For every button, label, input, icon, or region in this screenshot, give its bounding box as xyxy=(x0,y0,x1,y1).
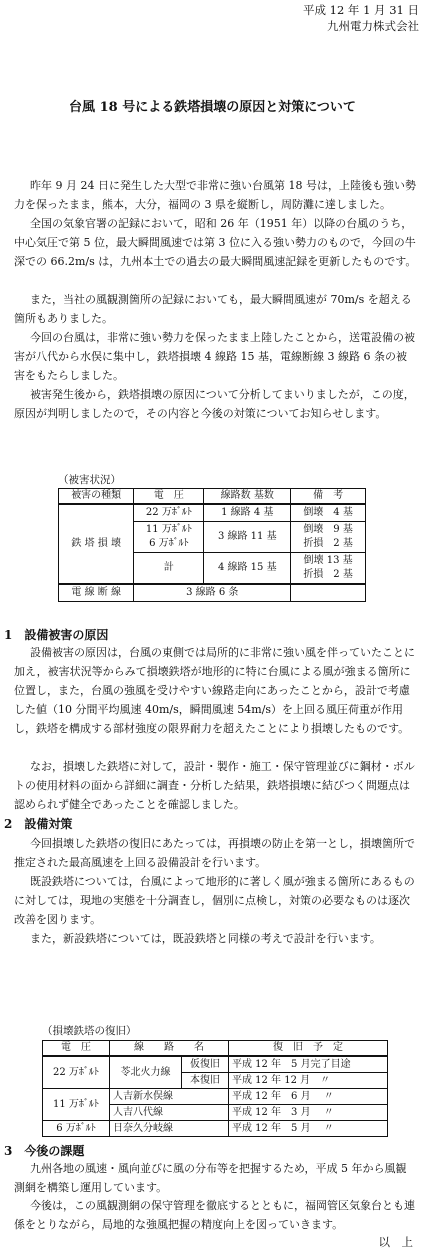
table-cell: 苓北火力線 xyxy=(109,1056,181,1089)
section-heading: 3 今後の課題 xyxy=(4,1144,85,1158)
table-header: 被害の種類 xyxy=(59,489,134,505)
table-cell: 倒壊 13 基 折損 2 基 xyxy=(291,553,366,585)
damage-table xyxy=(58,488,366,602)
table-header: 備 考 xyxy=(291,489,366,505)
intro-paragraph: 今回の台風は，非常に強い勢力を保ったまま上陸したことから，送電設備の被害が八代から水俣に集中し，鉄塔損壊 4 線路 15 基，電線断線 3 線路 6 条の被害をもたらしました。 xyxy=(14,331,415,382)
table-cell: 平成 12 年 6 月 〃 xyxy=(228,1089,387,1105)
table-cell: 平成 12 年 5 月完了目途 xyxy=(228,1056,387,1073)
restore-table-caption: （損壊鉄塔の復旧） xyxy=(42,1025,137,1037)
damage-category: 鉄 塔 損 壊 xyxy=(59,504,134,584)
section-heading: 1 設備被害の原因 xyxy=(4,628,109,642)
table-cell: 4 線路 15 基 xyxy=(204,553,291,585)
closing-mark: 以 上 xyxy=(378,1235,413,1249)
document-title: 台風 18 号による鉄塔損壊の原因と対策について xyxy=(69,100,356,115)
table-cell: 3 線路 6 条 xyxy=(134,584,291,602)
date: 平成 12 年 1 月 31 日 xyxy=(302,3,419,17)
company-name: 九州電力株式会社 xyxy=(327,19,419,33)
table-cell: 平成 12 年 3 月 〃 xyxy=(228,1105,387,1121)
table-cell: 22 万ﾎﾞﾙﾄ xyxy=(43,1056,110,1089)
table-cell: 22 万ﾎﾞﾙﾄ xyxy=(134,504,204,522)
table-cell: 平成 12 年 5 月 〃 xyxy=(228,1121,387,1137)
section-paragraph: 九州各地の風速・風向並びに風の分布等を把握するため，平成 5 年から風観測網を構築し運用しています。 xyxy=(14,1162,407,1194)
table-cell: 平成 12 年 12 月 〃 xyxy=(228,1073,387,1089)
table-header: 復 旧 予 定 xyxy=(228,1041,387,1057)
table-cell: 計 xyxy=(134,553,204,585)
section-paragraph: 設備被害の原因は，台風の東側では局所的に非常に強い風を伴っていたことに加え，被害状況等からみて損壊鉄塔が地形的に特に台風による風が強まる箇所に位置し，また，台風の強風を受けやすい線路走向にあったことから，設計で考慮した値（10 分間平均風速 40m/s，瞬間風速 54m/s）を上回る風圧荷重が作用し，鉄塔を構成する部材強度の限界耐力を超えたことにより損壊したものです。 xyxy=(14,646,415,735)
table-cell: 1 線路 4 基 xyxy=(204,504,291,522)
intro-paragraph: 昨年 9 月 24 日に発生した大型で非常に強い台風第 18 号は，上陸後も強い勢力を保ったまま，熊本，大分，福岡の 3 県を縦断し，周防灘に達しました。 xyxy=(14,179,416,211)
table-cell xyxy=(291,584,366,602)
table-header: 線路数 基数 xyxy=(204,489,291,505)
intro-paragraph: 被害発生後から，鉄塔損壊の原因について分析してまいりましたが，この度，原因が判明しましたので，その内容と今後の対策についてお知らせします。 xyxy=(14,388,415,420)
table-header: 線 路 名 xyxy=(109,1041,228,1057)
section-paragraph: 今後は，この風観測網の保守管理を徹底するとともに，福岡管区気象台とも連係をとりながら，局地的な強風把握の精度向上を図っていきます。 xyxy=(14,1199,415,1231)
table-header: 電 圧 xyxy=(134,489,204,505)
section-paragraph: なお，損壊した鉄塔に対して，設計・製作・施工・保守管理並びに鋼材・ボルトの使用材料の面から詳細に調査・分析した結果，鉄塔損壊に結びつく問題点は認められず健全であったことを確認しました。 xyxy=(14,760,415,811)
table-cell: 11 万ﾎﾞﾙﾄ xyxy=(43,1089,110,1121)
intro-paragraph: また，当社の風観測箇所の記録においても，最大瞬間風速が 70m/s を超える箇所もありました。 xyxy=(14,293,412,325)
table-cell: 倒壊 9 基 折損 2 基 xyxy=(291,522,366,553)
table-header: 電 圧 xyxy=(43,1041,110,1057)
table-cell: 本復旧 xyxy=(182,1073,229,1089)
section-heading: 2 設備対策 xyxy=(4,817,73,831)
section-paragraph: 今回損壊した鉄塔の復旧にあたっては，再損壊の防止を第一とし，損壊箇所で推定された最高風速を上回る設備設計を行います。 xyxy=(14,837,415,869)
section-paragraph: また，新設鉄塔については，既設鉄塔と同様の考えで設計を行います。 xyxy=(30,932,381,945)
table-cell: 3 線路 11 基 xyxy=(204,522,291,553)
table-cell: 倒壊 4 基 xyxy=(291,504,366,522)
table-cell: 人吉新水俣線 xyxy=(109,1089,228,1105)
section-paragraph: 既設鉄塔については，台風によって地形的に著しく風が強まる箇所にあるものに対しては，現地の実態を十分調査し，個別に点検し，対策の必要なものは逐次改善を図ります。 xyxy=(14,875,415,926)
table-cell: 6 万ﾎﾞﾙﾄ xyxy=(43,1121,110,1137)
damage-table-caption: （被害状況） xyxy=(58,474,121,486)
table-cell: 仮復旧 xyxy=(182,1056,229,1073)
table-cell: 日奈久分岐線 xyxy=(109,1121,228,1137)
table-cell: 人吉八代線 xyxy=(109,1105,228,1121)
table-cell: 電 線 断 線 xyxy=(59,584,134,602)
intro-paragraph: 全国の気象官署の記録において，昭和 26 年（1951 年）以降の台風のうち，中心気圧で第 5 位，最大瞬間風速では第 3 位に入る強い勢力のもので，今回の牛深での 66.2m/s は，九州本土での過去の最大瞬間風速記録を更新したものです。 xyxy=(14,217,417,268)
restore-table xyxy=(42,1040,388,1137)
table-cell: 11 万ﾎﾞﾙﾄ 6 万ﾎﾞﾙﾄ xyxy=(134,522,204,553)
